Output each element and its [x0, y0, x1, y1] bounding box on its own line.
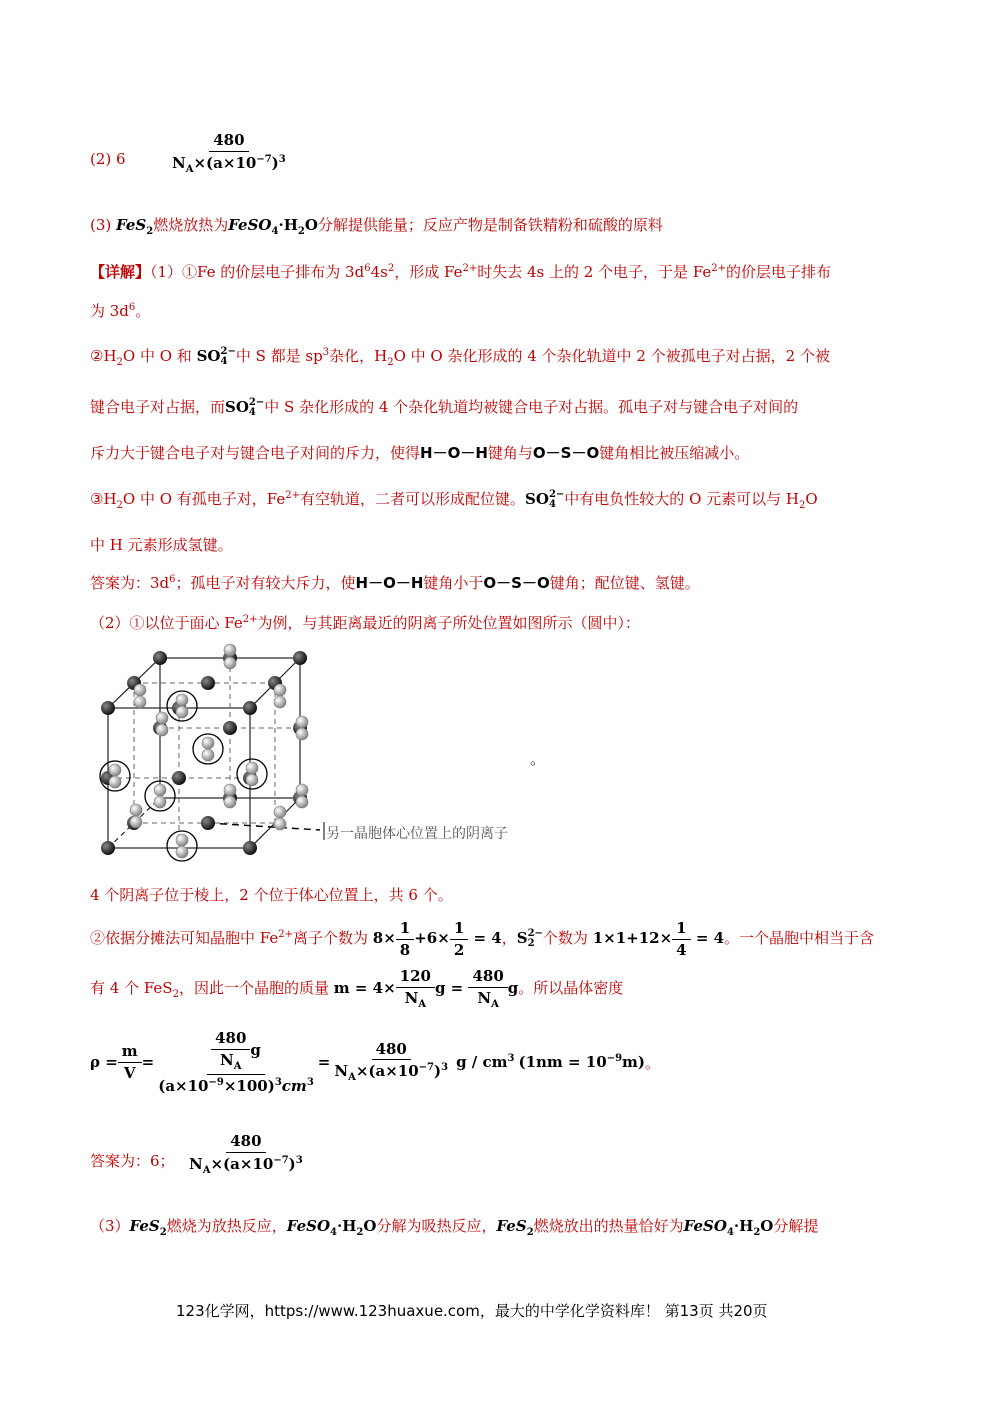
detail-line-1: 【详解】（1）①Fe 的价层电子排布为 $3d^64s^2$，形成 $Fe^{2+}$时失去 4s 上的 2 个电子，于是 $Fe^{2+}$的价层电子排布: [90, 263, 832, 281]
para-2-line-1: $②H_2O$ 中 O 和 SO 2− 4 中 S 都是 $sp^3$杂化，$H_2O$ 中 O 杂化形成的 4 个杂化轨道中 2 个被孤电子对占据，2 个被: [90, 346, 830, 368]
numerator: 480: [209, 132, 248, 152]
para-6-line-2: 有 4 个 FeS$_2$，因此一个晶胞的质量 m = 4× $\frac{120}{N_A}$ g = $\frac{480}{N_A}$ g。所以晶体密度: [90, 967, 624, 1010]
page-footer: 123化学网，https://www.123huaxue.com，最大的中学化学资料库！ 第13页 共20页: [176, 1302, 768, 1320]
para-3-line-2: 中 H 元素形成氢键。: [90, 536, 233, 554]
diagram-label: 另一晶胞体心位置上的阴离子: [326, 826, 508, 842]
answer-2-formula: $\frac{480}{N_A\times(a\times 10^{-7})^3}$: [172, 131, 286, 175]
para-4: （2）①以位于面心 $Fe^{2+}$为例，与其距离最近的阴离子所处位置如图所示（圆中）：: [90, 614, 641, 632]
para-6-line-1: ②依据分摊法可知晶胞中 $Fe^{2+}$离子个数为 8× $\frac{1}{8}$ +6× $\frac{1}{2}$ = 4，S 2− 2 个数为 1×1+12× $\frac{1}{4}$ = 4。一个晶胞中相当于含: [90, 919, 875, 959]
answer-2-label: (2) 6: [90, 150, 126, 168]
para-2-line-2: 键合电子对占据，而SO 2− 4 中 S 杂化形成的 4 个杂化轨道均被键合电子对占据。孤电子对与键合电子对间的: [90, 397, 799, 418]
detail-line-2: 为 $3d^6$。: [90, 302, 151, 320]
para-5: 4 个阴离子位于棱上，2 个位于体心位置上，共 6 个。: [90, 886, 453, 904]
answer-line-2-formula: $\frac{480}{N_A\times(a\times 10^{-7})^3}$: [189, 1132, 303, 1176]
density-formula: ρ = $\frac{m}{V}$ = $\frac{480}{N_A}$ g $(a\times 10^{-9}\times 100)^3cm^3$ = $\frac{480}{N_A\times(a\times 10^{-7})^3}$ g / $cm^3$ $(1nm = 10^{-9}m)$ 。: [90, 1029, 661, 1095]
para-3-line-1: $③H_2O$ 中 O 有孤电子对，$Fe^{2+}$有空轨道，二者可以形成配位键。SO 2− 4 中有电负性较大的 O 元素可以与 $H_2O$: [90, 489, 818, 511]
para-7: （3）FeS$_2$燃烧为放热反应，$FeSO_4\cdot H_2O$分解为吸热反应，FeS$_2$燃烧放出的热量恰好为$FeSO_4\cdot H_2O$分解提: [90, 1217, 819, 1238]
answer-3: (3) FeS$_2$燃烧放热为$FeSO_4\cdot H_2O$分解提供能量；反应产物是制备铁精粉和硫酸的原料: [90, 216, 663, 237]
answer-line-2-label: 答案为：6；: [90, 1152, 175, 1170]
diagram-period: 。: [530, 750, 546, 768]
answer-line-1: 答案为：$3d^6$；孤电子对有较大斥力，使H－O－H键角小于O－S－O键角；配位键、氢键。: [90, 574, 700, 592]
para-2-line-3: 斥力大于键合电子对与键合电子对间的斥力，使得H－O－H键角与O－S－O键角相比被压缩减小。: [90, 444, 750, 462]
